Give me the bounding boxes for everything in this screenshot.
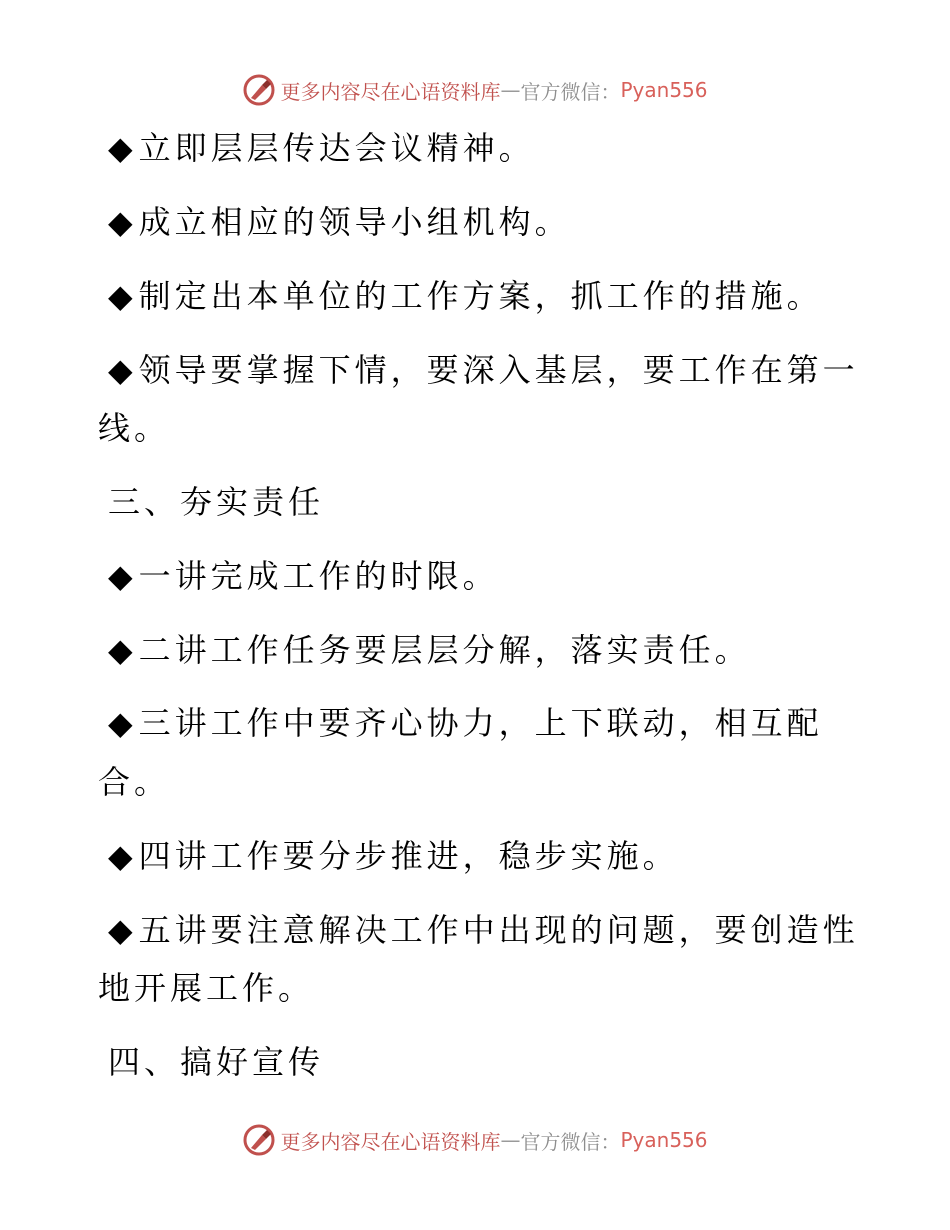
diamond-bullet-icon: ◆ [108, 351, 137, 389]
bullet-line [108, 910, 859, 950]
diamond-bullet-icon: ◆ [108, 203, 137, 241]
bullet-line [108, 128, 535, 168]
line-text: 制定出本单位的工作方案，抓工作的措施。 [138, 277, 823, 315]
diamond-bullet-icon: ◆ [108, 704, 137, 742]
line-text: 立即层层传达会议精神。 [138, 129, 535, 167]
pen-nib-icon [242, 73, 276, 107]
section-heading: 四、搞好宣传 [108, 1043, 325, 1081]
line-text: 五讲要注意解决工作中出现的问题，要创造性 [138, 911, 859, 949]
continuation-line: 线。 [98, 409, 171, 447]
pen-nib-icon [242, 1123, 276, 1157]
line-text: 一讲完成工作的时限。 [138, 557, 499, 595]
watermark-main-text: 更多内容尽在心语资料库 [280, 79, 501, 104]
bullet-line [108, 350, 859, 390]
line-text: 二讲工作任务要层层分解，落实责任。 [138, 631, 751, 669]
diamond-bullet-icon: ◆ [108, 129, 137, 167]
watermark-separator: — [500, 78, 521, 102]
line-text: 三讲工作中要齐心协力，上下联动，相互配 [138, 704, 823, 742]
diamond-bullet-icon: ◆ [108, 557, 137, 595]
continuation-line: 合。 [98, 763, 171, 801]
line-text: 成立相应的领导小组机构。 [138, 203, 571, 241]
bullet-line [108, 556, 499, 596]
header-watermark [0, 70, 950, 110]
footer-watermark [0, 1120, 950, 1160]
watermark-wechat-label: 官方微信： [520, 1129, 621, 1154]
bullet-line [108, 202, 571, 242]
watermark-separator: — [500, 1128, 521, 1152]
section-heading: 三、夯实责任 [108, 483, 325, 521]
continuation-line: 地开展工作。 [98, 969, 315, 1007]
watermark-wechat-id: Pyan556 [620, 1128, 708, 1152]
diamond-bullet-icon: ◆ [108, 911, 137, 949]
diamond-bullet-icon: ◆ [108, 837, 137, 875]
bullet-line [108, 630, 751, 670]
bullet-line [108, 836, 679, 876]
diamond-bullet-icon: ◆ [108, 631, 137, 669]
bullet-line [108, 276, 823, 316]
diamond-bullet-icon: ◆ [108, 277, 137, 315]
watermark-wechat-id: Pyan556 [620, 78, 708, 102]
line-text: 四讲工作要分步推进，稳步实施。 [138, 837, 679, 875]
bullet-line [108, 703, 823, 743]
watermark-wechat-label: 官方微信： [520, 79, 621, 104]
line-text: 领导要掌握下情，要深入基层，要工作在第一 [138, 351, 859, 389]
watermark-main-text: 更多内容尽在心语资料库 [280, 1129, 501, 1154]
